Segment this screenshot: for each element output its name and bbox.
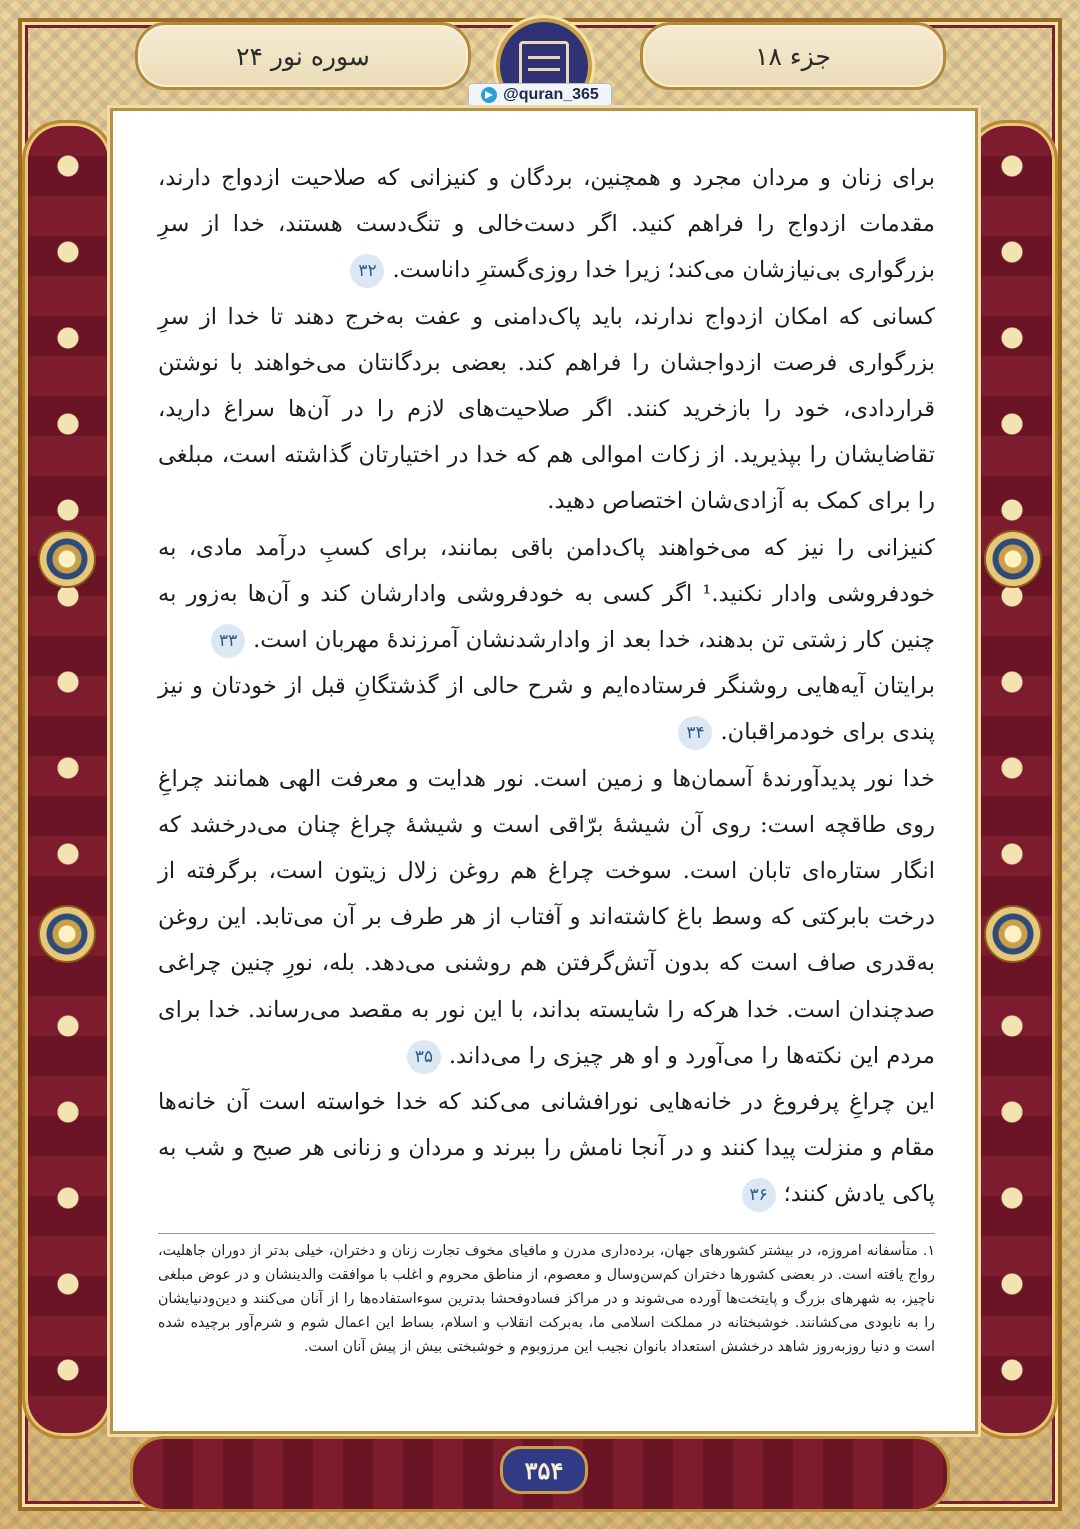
right-medallion-ornament <box>984 530 1042 588</box>
verse-number: ۳۵ <box>407 1040 441 1074</box>
verse-number: ۳۴ <box>678 716 712 750</box>
left-medallion-ornament <box>38 905 96 963</box>
footnote: ۱. متأسفانه امروزه، در بیشتر کشورهای جهان، برده‌داری مدرن و مافیای مخوف تجارت زنان و دختران، خیلی بدتر از دوران جاهلیت، رواج یافته است. در بعضی کشورها دختران کم‌سن‌وسال و معصوم، از مناطق محروم و اغلب با موافقت والدینشان و در عوض مبلغی ناچیز، به شهرهای بزرگ و پایتخت‌ها آورده می‌شوند و در مراکز فسادوفحشا بدترین سوءاستفاده‌ها را از آنان می‌کنند و دین‌ودنیایشان را به نابودی می‌کشانند. خوشبختانه در مملکت اسلامی ما، به‌برکت انقلاب و اسلام، بساط این اعمال شوم و شرم‌آور برچیده شده است و دنیا روزبه‌روز شاهد درخشش استعداد بانوان نجیب این مرزوبوم و خوشبختی بیش از پیش آنان است. <box>158 1243 935 1355</box>
right-medallion-ornament <box>984 905 1042 963</box>
juz-label: جزء ۱۸ <box>640 22 946 90</box>
left-medallion-ornament <box>38 530 96 588</box>
verse <box>158 756 935 1079</box>
verse-text: برای زنان و مردان مجرد و همچنین، بردگان و کنیزانی که صلاحیت ازدواج دارند، مقدمات ازدواج را فراهم کنید. اگر دست‌خالی و تنگ‌دست هستند، خدا از سرِ بزرگواری بی‌نیازشان می‌کند؛ زیرا خدا روزی‌گسترِ داناست. <box>158 165 935 284</box>
verse <box>158 663 935 755</box>
verse-text: کنیزانی را نیز که می‌خواهند پاک‌دامن باقی بمانند، برای کسبِ درآمد مادی، به خودفروشی وادار نکنید.¹ اگر کسی به خودفروشی وادارشان کند و آن‌ها به‌زور به چنین کار زشتی تن بدهند، خدا بعد از وادارشدنشان آمرزندهٔ مهربان است. <box>158 534 936 654</box>
verse <box>158 525 935 664</box>
verses-block <box>158 155 935 1218</box>
telegram-icon <box>481 87 497 103</box>
footnote-divider <box>158 1233 935 1234</box>
verse-text: کسانی که امکان ازدواج ندارند، باید پاک‌دامنی و عفت به‌خرج دهند تا خدا از سرِ بزرگواری فرصت ازدواجشان را فراهم کند. بعضی بردگانتان می‌خواهند با نوشتن قراردادی، خود را بازخرید کنند. اگر صلاحیت‌های لازم را در آن‌ها سراغ دارید، تقاضایشان را بپذیرید. از زکات اموالی هم که خدا در اختیارتان گذاشته است، مبلغی را برای کمک به آزادی‌شان اختصاص دهید. <box>158 303 935 515</box>
channel-handle: @quran_365 <box>503 86 599 103</box>
right-illuminated-border <box>966 120 1058 1439</box>
verse <box>158 1079 935 1218</box>
verse-text: این چراغِ پرفروغ در خانه‌هایی نورافشانی می‌کند که خدا خواسته است آن خانه‌ها مقام و منزلت پیدا کنند و در آنجا نامش را ببرند و مردان و زنانی هر صبح و شب به پاکی یادش کنند؛ <box>158 1089 936 1208</box>
verse-number: ۳۲ <box>350 254 384 288</box>
verse <box>158 294 935 525</box>
page-number: ۳۵۴ <box>500 1446 588 1494</box>
verse-text: برایتان آیه‌هایی روشنگر فرستاده‌ایم و شرح حالی از گذشتگانِ قبل از خودتان و نیز پندی برای خودمراقبان. <box>158 673 935 746</box>
left-illuminated-border <box>22 120 114 1439</box>
verse <box>158 155 935 294</box>
text-panel <box>110 108 978 1434</box>
surah-label: سوره نور ۲۴ <box>135 22 471 90</box>
verse-number: ۳۶ <box>742 1178 776 1212</box>
verse-text: خدا نور پدیدآورندهٔ آسمان‌ها و زمین است. نور هدایت و معرفت الهی همانند چراغِ روی طاقچه است: روی آن شیشهٔ برّاقی است و شیشهٔ چراغ چنان می‌درخشد که انگار ستاره‌ای تابان است. سوخت چراغ هم روغن زلال زیتون است، برگرفته از درخت بابرکتی که وسط باغ کاشته‌اند و آفتاب از هر طرف بر آن می‌تابد. این روغن به‌قدری صاف است که بدون آتش‌گرفتن هم روشنی می‌دهد. بله، نورِ چنین چراغی صدچندان است. خدا هرکه را شایسته بداند، با این نور به مقصد می‌رساند. خدا برای مردم این نکته‌ها را می‌آورد و او هر چیزی را می‌داند. <box>158 765 935 1069</box>
verse-number: ۳۳ <box>211 624 245 658</box>
channel-handle-badge[interactable] <box>468 83 612 107</box>
